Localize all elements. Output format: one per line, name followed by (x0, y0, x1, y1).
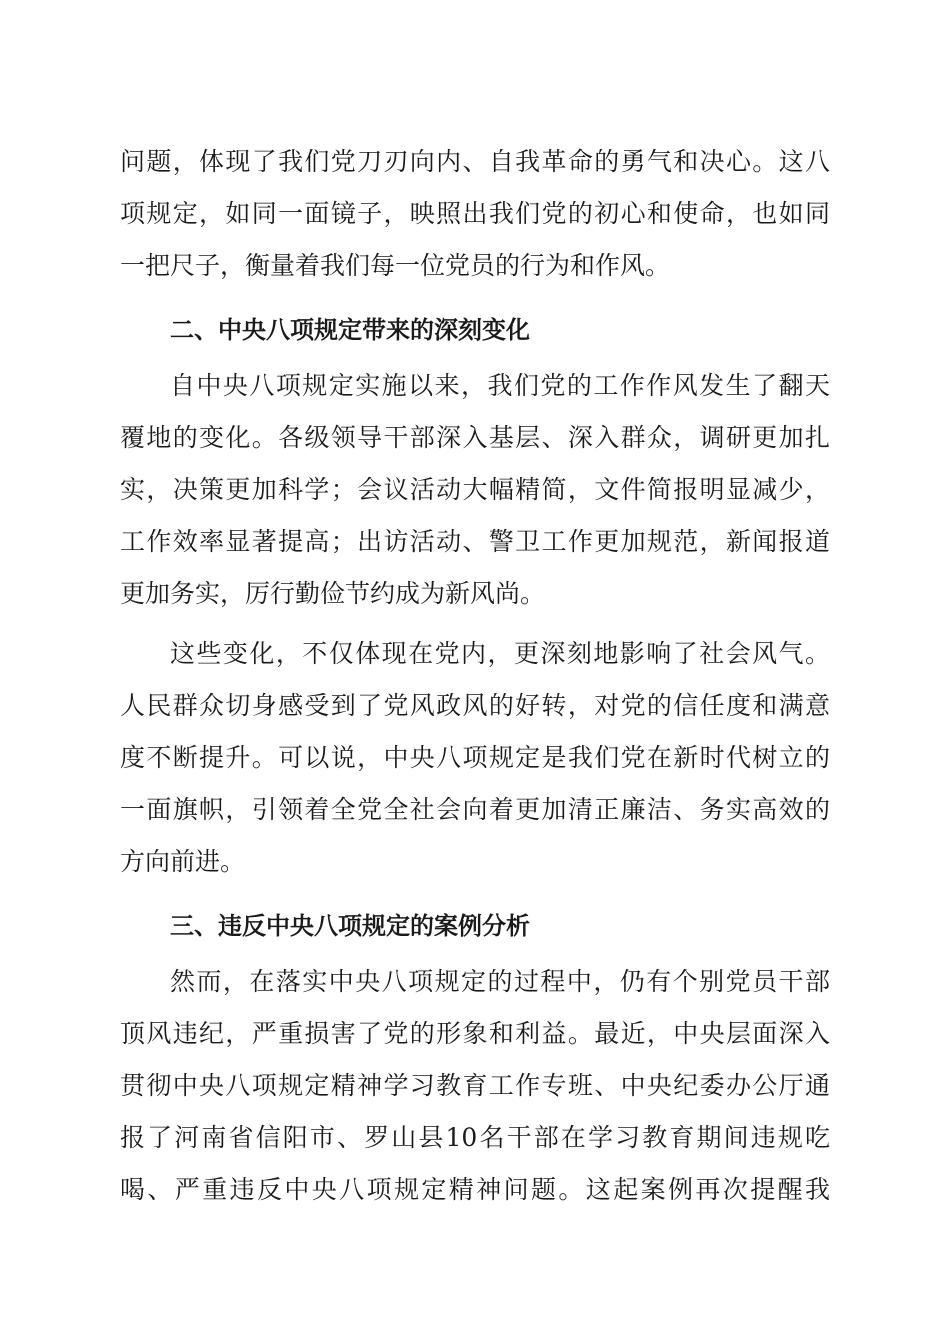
text-line: 实，决策更加科学；会议活动大幅精简，文件简报明显减少， (120, 475, 830, 504)
text-line: 度不断提升。可以说，中央八项规定是我们党在新时代树立的 (120, 743, 830, 772)
text-line: 一面旗帜，引领着全党全社会向着更加清正廉洁、务实高效的 (120, 795, 830, 824)
text-line: 报了河南省信阳市、罗山县10名干部在学习教育期间违规吃 (120, 1123, 830, 1152)
text-line: 覆地的变化。各级领导干部深入基层、深入群众，调研更加扎 (120, 423, 830, 452)
section-2-paragraph-2 (120, 628, 830, 888)
text-line: 工作效率显著提高；出访活动、警卫工作更加规范，新闻报道 (120, 527, 830, 556)
text-line: 项规定，如同一面镜子，映照出我们党的初心和使命，也如同 (120, 199, 830, 228)
text-line: 一把尺子，衡量着我们每一位党员的行为和作风。 (120, 251, 671, 280)
text-line: 喝、严重违反中央八项规定精神问题。这起案例再次提醒我 (120, 1175, 830, 1204)
section-3-paragraph-1 (120, 956, 830, 1216)
section-heading-2: 二、中央八项规定带来的深刻变化 (170, 316, 530, 344)
section-heading-3: 三、违反中央八项规定的案例分析 (170, 912, 530, 940)
text-line: 更加务实，厉行勤俭节约成为新风尚。 (120, 579, 546, 608)
intro-paragraph (120, 136, 830, 292)
text-line: 顶风违纪，严重损害了党的形象和利益。最近，中央层面深入 (120, 1019, 830, 1048)
section-2-paragraph-1 (120, 360, 830, 620)
text-line: 人民群众切身感受到了党风政风的好转，对党的信任度和满意 (120, 691, 830, 720)
text-line: 然而，在落实中央八项规定的过程中，仍有个别党员干部 (170, 967, 830, 996)
text-line: 这些变化，不仅体现在党内，更深刻地影响了社会风气。 (170, 639, 830, 668)
text-line: 贯彻中央八项规定精神学习教育工作专班、中央纪委办公厅通 (120, 1071, 830, 1100)
document-body (120, 136, 830, 1216)
text-line: 问题，体现了我们党刀刃向内、自我革命的勇气和决心。这八 (120, 147, 830, 176)
text-line: 自中央八项规定实施以来，我们党的工作作风发生了翻天 (170, 371, 830, 400)
text-line: 方向前进。 (120, 847, 246, 876)
